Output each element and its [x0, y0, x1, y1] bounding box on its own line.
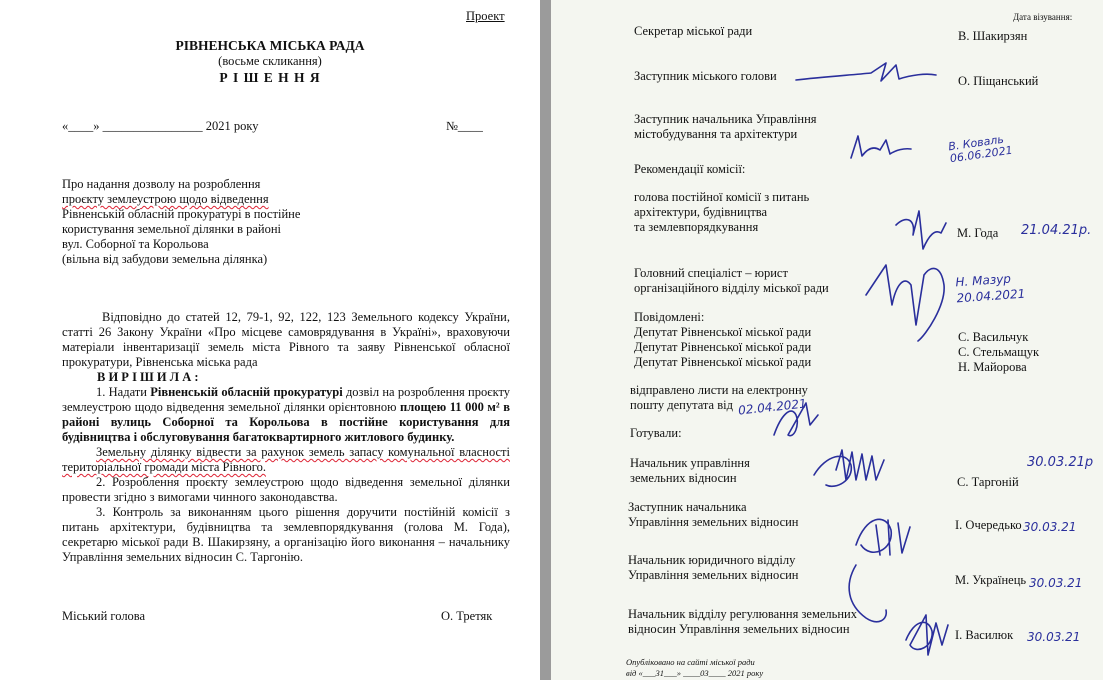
- approval-title: Заступник начальника Управління містобудування та архітектури: [634, 112, 817, 141]
- visa-date-header: Дата візування:: [1013, 12, 1073, 22]
- approval-name: С. Таргоній: [957, 475, 1019, 489]
- approval-title: голова постійної комісії з питань архітектури, будівництва та землевпорядкування: [634, 190, 810, 234]
- approval-title: Головний спеціаліст – юрист організаційного відділу міської ради: [634, 266, 829, 295]
- subject-line: (вільна від забудови земельна ділянка): [62, 252, 268, 266]
- signature-lawyer: [856, 255, 951, 345]
- approval-title: Заступник начальника Управління земельних відносин: [628, 500, 799, 529]
- signature-regulation-head: [896, 605, 956, 665]
- page-divider: [540, 0, 551, 680]
- handwritten-date: 30.03.21: [1023, 520, 1077, 534]
- approval-name: І. Василюк: [955, 628, 1014, 642]
- approval-title: відправлено листи на електронну пошту депутата від: [630, 383, 808, 412]
- item-1-land: Земельну ділянку відвести за рахунок земель запасу комунальної власності територіальної громади міста Рівного.: [62, 445, 510, 474]
- signature-architecture: [846, 128, 916, 168]
- mayor-name: О. Третяк: [441, 609, 493, 623]
- date-line: «____» ________________ 2021 року: [62, 119, 259, 133]
- item-1: [62, 385, 510, 445]
- signature-legal-head: [836, 560, 896, 630]
- resolved-heading: В И Р І Ш И Л А :: [97, 370, 199, 384]
- subject-line: вул. Соборної та Корольова: [62, 237, 209, 251]
- approval-title: Готували:: [630, 426, 682, 440]
- approval-name: М. Года: [957, 226, 999, 240]
- approval-name: С. Васильчук С. Стельмащук Н. Майорова: [958, 330, 1040, 374]
- number-line: №____: [446, 119, 483, 133]
- approval-title: Заступник міського голови: [634, 69, 777, 83]
- signature-land-head: [806, 440, 896, 500]
- approval-name: М. Українець: [955, 573, 1027, 587]
- handwritten-date: 02.04.2021: [737, 396, 808, 418]
- handwritten-date: 30.03.21: [1027, 630, 1081, 644]
- subject-line: Рівненській обласній прокуратурі в постійне: [62, 207, 301, 221]
- item1-start: 1. Надати: [96, 385, 147, 399]
- approval-title: Начальник юридичного відділу Управління земельних відносин: [628, 553, 799, 582]
- council-title: РІВНЕНСЬКА МІСЬКА РАДА: [175, 38, 365, 53]
- approval-title: Повідомлені: Депутат Рівненської міської ради Депутат Рівненської міської ради Депутат Рівненської міської ради: [634, 310, 812, 369]
- item-3: 3. Контроль за виконанням цього рішення доручити постійній комісії з питань архітектури, будівництва та землевпорядкування (голова М. Года), секретарю міської ради В. Шакирзяну, а організацію його виконання – начальнику Управління земельних відносин С. Таргонію.: [62, 505, 510, 564]
- item1-org: Рівненській обласній прокуратурі: [150, 385, 343, 399]
- handwritten-date: 30.03.21: [1029, 576, 1083, 590]
- subject-line: Про надання дозволу на розроблення: [62, 177, 261, 191]
- approval-title: Секретар міської ради: [634, 24, 753, 38]
- published-note: Опубліковано на сайті міської ради: [626, 657, 755, 667]
- signature-email: [766, 395, 826, 445]
- preamble: Відповідно до статей 12, 79-1, 92, 122, 123 Земельного кодексу України, статті 26 Закону України «Про місцеве самоврядування в Україні», враховуючи матеріали інвентаризації земель міста Рівного та заяву Рівненської обласної прокуратури, Рівненська міська рада: [62, 310, 510, 369]
- signature-commission-head: [891, 205, 951, 255]
- item1-area: площею 11 000 м² в районі вулиць Соборної та Корольова в постійне користування для будівництва і обслуговування багатоквартирного житлового будинку.: [62, 400, 510, 444]
- convocation: (восьме скликання): [218, 54, 322, 68]
- subject-line: користування земельної ділянки в районі: [62, 222, 282, 236]
- published-date: від «___31___» ____03____ 2021 року: [626, 668, 764, 678]
- signature-deputy-land-head: [846, 505, 926, 565]
- project-label: Проект: [466, 9, 505, 23]
- approval-title: Рекомендації комісії:: [634, 162, 746, 176]
- signature-deputy-mayor: [791, 55, 941, 95]
- mayor-title: Міський голова: [62, 609, 146, 623]
- decision-draft-page: [0, 0, 540, 680]
- approval-title: Начальник відділу регулювання земельних відносин Управління земельних відносин: [628, 607, 857, 636]
- decision-heading: Р І Ш Е Н Н Я: [219, 70, 321, 85]
- approval-name: О. Піщанський: [958, 74, 1039, 88]
- handwritten-date: В. Коваль 06.06.2021: [947, 132, 1014, 166]
- item-2: 2. Розроблення проєкту землеустрою щодо відведення земельної ділянки провести згідно з вимогами чинного законодавства.: [62, 475, 510, 504]
- approval-sheet-page: [551, 0, 1103, 680]
- subject-line: проєкту землеустрою щодо відведення: [62, 192, 269, 206]
- item1-text: дозвіл на розроблення проєкту землеустрою щодо відведення земельної ділянки орієнтовною: [62, 385, 511, 414]
- handwritten-date: 30.03.21р: [1027, 455, 1094, 470]
- approval-name: В. Шакирзян: [958, 29, 1028, 43]
- handwritten-date: 21.04.21р.: [1021, 223, 1092, 238]
- approval-name: І. Очередько: [955, 518, 1022, 532]
- approval-title: Начальник управління земельних відносин: [630, 456, 750, 485]
- handwritten-date: Н. Мазур 20.04.2021: [955, 271, 1026, 306]
